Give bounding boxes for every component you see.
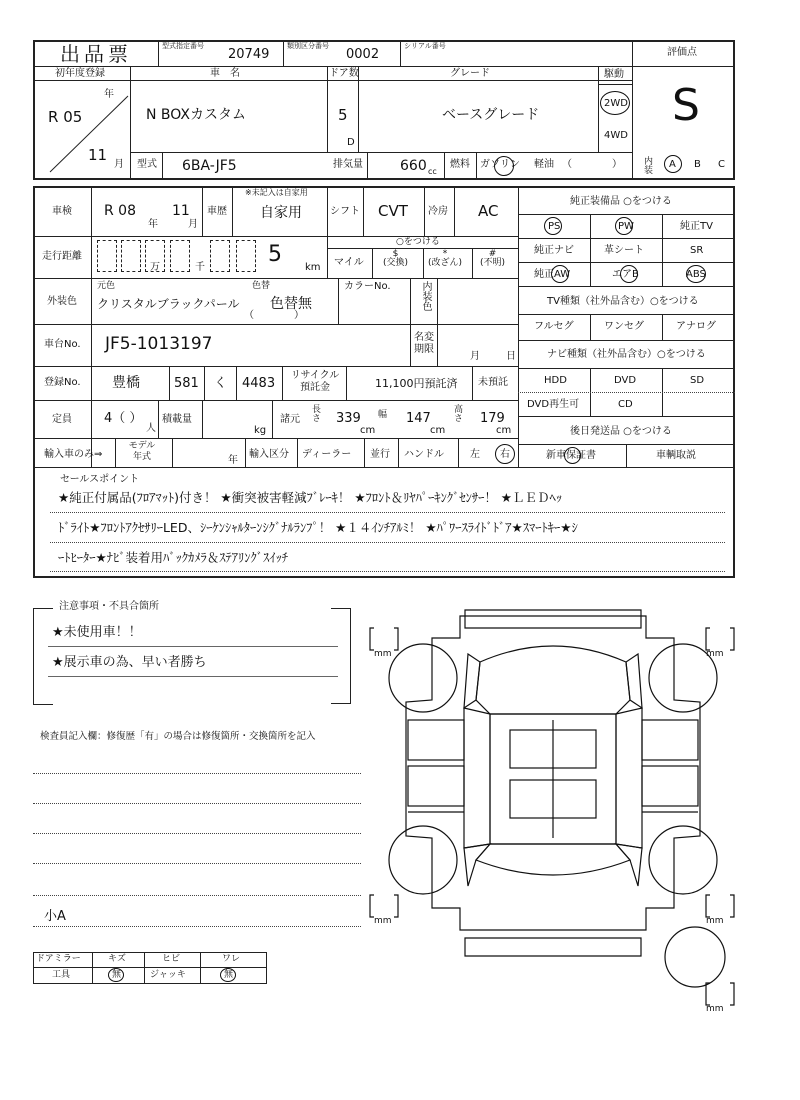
break-header: ワレ	[222, 954, 241, 964]
shaken-label: 車検	[52, 206, 72, 217]
displacement-label: 排気量	[333, 159, 363, 170]
color-label: 外装色	[47, 296, 77, 307]
capacity-unit: 人	[146, 423, 156, 434]
crack-header: ヒビ	[162, 954, 181, 964]
mile-note: ○をつける	[396, 237, 440, 247]
interior-label: 内装	[642, 156, 652, 174]
doors-label: ドア数	[329, 68, 359, 79]
expiry-label: 名変期限	[414, 332, 434, 355]
altered-option: * (改ざん)	[428, 249, 463, 268]
scratch-header: キズ	[108, 954, 126, 964]
mm-label-rl: mm	[374, 916, 392, 926]
chassis-value: JF5-1013197	[105, 334, 213, 354]
model-code-label: 型式指定番号	[162, 42, 204, 50]
fuel-diesel: 軽油	[534, 159, 554, 170]
later-warranty: 新車保証書	[546, 450, 596, 461]
inspector-note: 小A	[44, 909, 66, 924]
capacity-label: 定員	[52, 414, 72, 425]
sales-label: セールスポイント	[60, 474, 140, 485]
length-unit: cm	[360, 425, 376, 436]
height-unit: cm	[496, 425, 512, 436]
class-code: 0002	[346, 47, 380, 62]
load-unit: kg	[254, 425, 267, 436]
equip-pw: PW	[618, 221, 634, 232]
mirror-header: ドアミラー	[36, 954, 81, 964]
equip-tv: 純正TV	[680, 221, 713, 232]
model-year-unit: 年	[228, 455, 238, 466]
width-label: 幅	[378, 410, 388, 420]
score-label: 評価点	[667, 47, 697, 58]
orig-color-label: 元色	[97, 281, 116, 291]
equip-airb: エアB	[612, 269, 639, 280]
fuel-gas: ガソリン	[480, 159, 520, 170]
page-title: 出品票	[60, 42, 132, 66]
navi-title: ナビ種類（社外品含む）○をつける	[547, 349, 706, 360]
notes-label: 注意事項・不具合箇所	[56, 602, 162, 612]
unknown-option: # (不明)	[480, 249, 506, 268]
score-value: S	[672, 80, 700, 131]
first-reg-month: 11	[88, 146, 108, 164]
registered-label: 諸元	[280, 414, 300, 425]
ac-label: 冷房	[428, 206, 448, 217]
navi-cd: CD	[618, 399, 633, 410]
color-no-label: カラーNo.	[344, 281, 391, 292]
drive-2wd: 2WD	[604, 98, 628, 109]
equip-aw: 純正AW	[534, 269, 571, 280]
sales-line-3: ｰﾄﾋｰﾀｰ★ﾅﾋﾞ装着用ﾊﾞｯｸｶﾒﾗ＆ｽﾃｱﾘﾝｸﾞｽｲｯﾁ	[58, 550, 288, 565]
orig-color: クリスタルブラックパール	[97, 297, 240, 311]
mileage-man: 万	[150, 262, 160, 273]
handle-right: 右	[500, 449, 510, 460]
interior-c: C	[718, 159, 725, 170]
drive-4wd: 4WD	[604, 130, 628, 141]
sales-line-2: ﾄﾞﾗｲﾄ★ﾌﾛﾝﾄｱｸｾｻﾘｰLED、ｼｰｹﾝｼｬﾙﾀｰﾝｼｸﾞﾅﾙﾗﾝﾌﾟ！ ★１４ｲﾝﾁｱﾙﾐ！ ★ﾊﾟﾜｰｽﾗｲﾄﾞﾄﾞｱ★ｽﾏｰﾄｷｰ★ｼ	[58, 520, 578, 535]
capacity-value: 4（ ）	[104, 411, 143, 426]
tool-value: 無	[112, 970, 122, 980]
car-name: N BOXカスタム	[146, 107, 246, 123]
plate-kana: く	[214, 376, 228, 391]
equip-sr: SR	[690, 245, 704, 256]
interior-color-label: 内装色	[420, 281, 431, 311]
sales-line-1: ★純正付属品(ﾌﾛｱﾏｯﾄ)付き！ ★衝突被害軽減ﾌﾞﾚｰｷ！ ★ﾌﾛﾝﾄ＆ﾘﾔﾊﾟｰｷﾝｸﾞｾﾝｻｰ！ ★ＬＥＤﾍｯ	[58, 490, 562, 505]
notes-line-2: ★展示車の為、早い者勝ち	[52, 655, 207, 670]
history-value: 自家用	[260, 205, 302, 221]
history-note: ※未記入は自家用	[245, 188, 308, 197]
mileage-value: 5	[268, 242, 282, 267]
first-reg-era: R 05	[48, 108, 83, 126]
navi-dvd: DVD	[614, 375, 637, 386]
mm-label-rr: mm	[706, 916, 724, 926]
first-reg-label: 初年度登録	[55, 68, 105, 79]
navi-dvd-play: DVD再生可	[527, 399, 580, 410]
drive-label: 駆動	[604, 69, 624, 80]
tool-label: 工具	[52, 970, 71, 980]
grade-label: グレード	[450, 68, 490, 79]
type-label: 型式	[137, 159, 157, 170]
navi-sd: SD	[690, 375, 705, 386]
equip-ps: PS	[548, 221, 561, 232]
inspector-label: 検査員記入欄：修復歴「有」の場合は修復箇所・交換箇所を記入	[40, 731, 316, 742]
shaken-month: 11	[172, 203, 190, 219]
repaint-paren: （ ）	[244, 310, 304, 321]
tv-title: TV種類（社外品含む）○をつける	[547, 296, 699, 307]
name-label: 車 名	[210, 68, 240, 79]
chassis-label: 車台No.	[44, 339, 81, 350]
length-label: 長さ	[310, 404, 320, 422]
later-manual: 車輌取説	[656, 450, 696, 461]
tv-fullseg: フルセグ	[534, 321, 574, 332]
type-value: 6BA-JF5	[182, 158, 237, 174]
shaken-month-mark: 月	[188, 219, 198, 230]
later-title: 後日発送品 ○をつける	[570, 426, 672, 437]
first-reg-year-mark: 年	[104, 89, 114, 100]
doors-value: 5	[338, 106, 348, 124]
fuel-label: 燃料	[450, 159, 470, 170]
recycle-value: 11,100円預託済	[375, 377, 458, 390]
expiry-day: 日	[506, 351, 516, 362]
interior-b: B	[694, 159, 701, 170]
model-code: 20749	[228, 47, 270, 62]
import-type-label: 輸入区分	[249, 449, 289, 460]
serial-label: シリアル番号	[404, 42, 446, 50]
plate-area: 豊橋	[112, 375, 140, 391]
displacement-value: 660	[400, 158, 427, 174]
repaint-label: 色替	[252, 281, 271, 291]
shift-label: シフト	[330, 206, 360, 217]
handle-left: 左	[470, 449, 480, 460]
grade-value: ベースグレード	[442, 107, 540, 123]
fuel-other: （ ）	[562, 159, 622, 170]
equip-navi: 純正ナビ	[534, 245, 574, 256]
recycle-none: 未預託	[478, 377, 508, 388]
width-value: 147	[406, 411, 431, 426]
height-value: 179	[480, 411, 505, 426]
length-value: 339	[336, 411, 361, 426]
mileage-label: 走行距離	[42, 251, 82, 262]
doors-d: D	[347, 137, 355, 148]
history-label: 車歴	[207, 206, 227, 217]
first-reg-month-mark: 月	[114, 159, 124, 170]
jack-label: ジャッキ	[150, 970, 186, 980]
mile-option: マイル	[334, 257, 364, 268]
equip-abs: ABS	[686, 269, 706, 280]
dealer-option: ディーラー	[302, 449, 352, 460]
tv-analog: アナログ	[676, 321, 716, 332]
mm-label-fl: mm	[374, 649, 392, 659]
mileage-sen: 千	[195, 262, 205, 273]
interior-a: A	[669, 159, 676, 170]
shaken-year: R 08	[104, 203, 136, 219]
load-label: 積載量	[162, 414, 192, 425]
shaken-year-mark: 年	[148, 219, 158, 230]
shift-value: CVT	[378, 202, 408, 220]
width-unit: cm	[430, 425, 446, 436]
exchange-option: $ (交換)	[383, 249, 409, 268]
displacement-unit: cc	[428, 167, 437, 176]
model-year-label: モデル年式	[128, 441, 156, 462]
class-code-label: 類別区分番号	[287, 42, 329, 50]
plate-num: 4483	[242, 376, 276, 391]
equip-leather: 革シート	[604, 245, 644, 256]
equip-title: 純正装備品 ○をつける	[570, 196, 672, 207]
import-label: 輸入車のみ⇒	[44, 449, 103, 460]
plate-label: 登録No.	[44, 377, 81, 388]
mm-label-fr: mm	[706, 649, 724, 659]
recycle-label: リサイクル預託金	[290, 370, 340, 393]
plate-class: 581	[174, 376, 199, 391]
notes-line-1: ★未使用車！！	[52, 625, 142, 640]
height-label: 高さ	[452, 404, 462, 422]
mileage-km: km	[305, 262, 321, 273]
ac-value: AC	[478, 202, 499, 220]
jack-value: 無	[224, 970, 234, 980]
parallel-option: 並行	[370, 449, 390, 460]
navi-hdd: HDD	[544, 375, 567, 386]
mm-label-spare: mm	[706, 1004, 724, 1014]
handle-label: ハンドル	[404, 449, 444, 460]
repaint-value: 色替無	[270, 296, 312, 312]
tv-oneseg: ワンセグ	[604, 321, 644, 332]
expiry-month: 月	[470, 351, 480, 362]
